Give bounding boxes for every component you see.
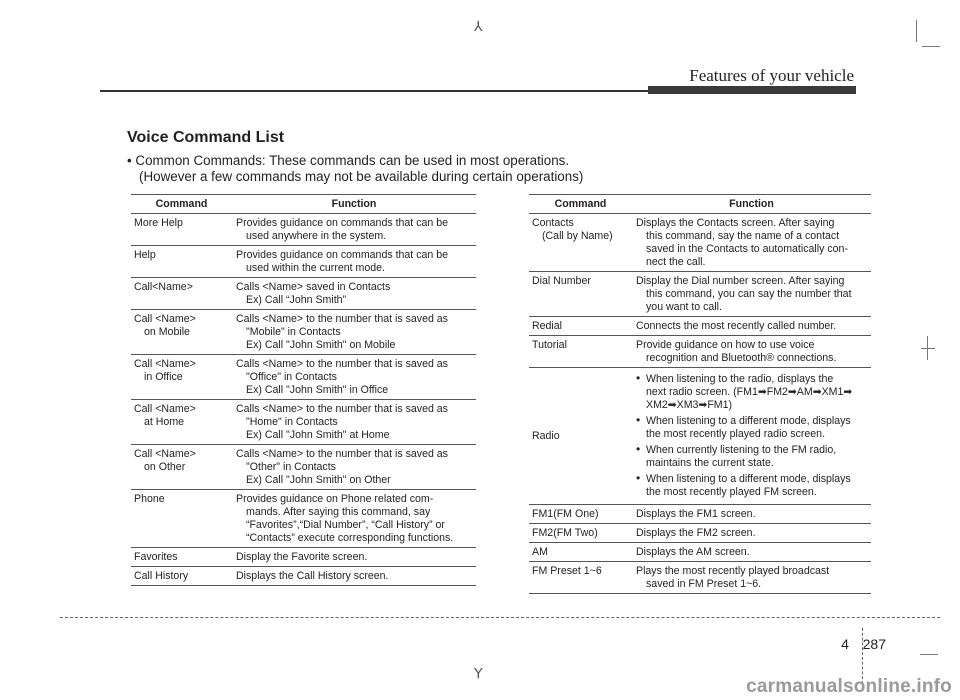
- table-row: [131, 490, 476, 548]
- command-text: on Mobile: [144, 326, 190, 338]
- function-cell: [632, 524, 871, 543]
- table-row: [131, 355, 476, 400]
- function-text: Provides guidance on commands that can be: [236, 249, 449, 261]
- command-cell: [131, 445, 232, 490]
- function-text: saved in the Contacts to automatically con-: [646, 243, 848, 255]
- command-text: More Help: [134, 217, 183, 229]
- command-text: Call <Name>: [134, 448, 196, 460]
- command-cell: [529, 505, 632, 524]
- command-cell: [131, 246, 232, 278]
- function-text: used anywhere in the system.: [246, 230, 387, 242]
- function-text: "Mobile" in Contacts: [246, 326, 341, 338]
- column-header-function: Function: [632, 195, 871, 214]
- bullet-text: the most recently played radio screen.: [646, 428, 826, 440]
- chapter-number: 4: [841, 636, 849, 652]
- command-table-right: [529, 194, 871, 594]
- function-text: Ex) Call “John Smith”: [246, 294, 347, 306]
- function-cell: [232, 246, 476, 278]
- bullet-item: [636, 415, 867, 441]
- table-row: [529, 505, 871, 524]
- function-text: this command, say the name of a contact: [646, 230, 840, 242]
- table-row: [529, 336, 871, 368]
- table-row: [529, 543, 871, 562]
- command-text: Contacts: [532, 217, 574, 229]
- function-text: Displays the FM2 screen.: [636, 527, 756, 539]
- table-row: [529, 272, 871, 317]
- table-row: [131, 400, 476, 445]
- command-text: Redial: [532, 320, 563, 332]
- function-text: "Other" in Contacts: [246, 461, 336, 473]
- function-cell: [632, 336, 871, 368]
- function-cell: [632, 272, 871, 317]
- intro-line-2: (However a few commands may not be available during certain operations): [139, 169, 584, 184]
- command-cell: [529, 214, 632, 272]
- command-table-right-body: [529, 214, 871, 594]
- table-row: [529, 562, 871, 594]
- function-cell: [632, 505, 871, 524]
- function-text: "Office" in Contacts: [246, 371, 337, 383]
- function-cell: [632, 368, 871, 505]
- bullet-text: the most recently played FM screen.: [646, 486, 817, 498]
- command-text: Favorites: [134, 551, 178, 563]
- bullet-text: next radio screen. (FM1➡FM2➡AM➡XM1➡: [646, 386, 853, 398]
- table-header-row: [529, 195, 871, 214]
- crop-mark-bottom-right-h: [920, 654, 938, 655]
- function-text: Plays the most recently played broadcast: [636, 565, 830, 577]
- bullet-text: maintains the current state.: [646, 457, 774, 469]
- command-cell: [131, 214, 232, 246]
- table-row: [131, 548, 476, 567]
- function-text: Displays the Contacts screen. After saying: [636, 217, 835, 229]
- function-text: Displays the AM screen.: [636, 546, 750, 558]
- function-text: Ex) Call "John Smith" on Mobile: [246, 339, 396, 351]
- function-cell: [232, 355, 476, 400]
- command-cell: [131, 310, 232, 355]
- function-text: Displays the Call History screen.: [236, 570, 389, 582]
- function-text: Calls <Name> to the number that is saved as: [236, 313, 448, 325]
- function-text: Calls <Name> to the number that is saved as: [236, 448, 448, 460]
- command-cell: [529, 317, 632, 336]
- table-row: [529, 214, 871, 272]
- function-cell: [232, 445, 476, 490]
- function-text: nect the call.: [646, 256, 706, 268]
- command-text: Dial Number: [532, 275, 591, 287]
- table-row: [131, 246, 476, 278]
- column-header-command: Command: [529, 195, 632, 214]
- command-cell: [529, 562, 632, 594]
- header-bar: [648, 86, 856, 94]
- page-header-title: Features of your vehicle: [689, 66, 854, 85]
- crop-mark-top-right-v: [916, 20, 917, 42]
- crop-mark-top-right-h: [922, 46, 940, 47]
- table-row: [131, 278, 476, 310]
- command-text: Help: [134, 249, 156, 261]
- function-text: Calls <Name> saved in Contacts: [236, 281, 391, 293]
- function-cell: [232, 490, 476, 548]
- function-text: Calls <Name> to the number that is saved as: [236, 358, 448, 370]
- function-cell: [232, 214, 476, 246]
- footer-dashed-rule: [60, 617, 940, 618]
- function-cell: [232, 548, 476, 567]
- command-text: AM: [532, 546, 548, 558]
- command-text: Phone: [134, 493, 165, 505]
- bullet-text: • When currently listening to the FM radio,: [646, 444, 837, 456]
- command-text: Call <Name>: [134, 358, 196, 370]
- command-table-left-body: [131, 214, 476, 586]
- command-text: in Office: [144, 371, 183, 383]
- column-header-command: Command: [131, 195, 232, 214]
- function-text: Ex) Call "John Smith" at Home: [246, 429, 390, 441]
- function-cell: [632, 543, 871, 562]
- table-row: [131, 445, 476, 490]
- function-text: Provide guidance on how to use voice: [636, 339, 815, 351]
- function-text: Provides guidance on commands that can be: [236, 217, 449, 229]
- command-table-left: [131, 194, 476, 586]
- command-cell: [131, 548, 232, 567]
- command-cell: [131, 355, 232, 400]
- function-text: mands. After saying this command, say: [246, 506, 431, 518]
- command-text: on Other: [144, 461, 186, 473]
- function-cell: [632, 214, 871, 272]
- bullet-item: [636, 373, 867, 412]
- bullet-text: • When listening to a different mode, displays: [646, 473, 851, 485]
- command-cell: [529, 272, 632, 317]
- function-text: Provides guidance on Phone related com-: [236, 493, 434, 505]
- function-text: Calls <Name> to the number that is saved as: [236, 403, 448, 415]
- table-header-row: [131, 195, 476, 214]
- bullet-text: XM2➡XM3➡FM1): [646, 399, 733, 411]
- function-text: "Home" in Contacts: [246, 416, 338, 428]
- function-text: Connects the most recently called number.: [636, 320, 837, 332]
- command-text: FM1(FM One): [532, 508, 599, 520]
- command-text: Call <Name>: [134, 313, 196, 325]
- command-cell: [529, 336, 632, 368]
- page-number: [841, 636, 886, 652]
- command-cell: [131, 278, 232, 310]
- function-cell: [632, 317, 871, 336]
- function-text: Ex) Call "John Smith" on Other: [246, 474, 391, 486]
- command-cell: [131, 567, 232, 586]
- table-row: [529, 524, 871, 543]
- column-header-function: Function: [232, 195, 476, 214]
- command-cell: [131, 490, 232, 548]
- table-row: [529, 368, 871, 505]
- crop-mark-right-h: [921, 348, 935, 349]
- command-text: FM2(FM Two): [532, 527, 598, 539]
- page-number-value: 287: [862, 636, 886, 652]
- function-text: “Favorites”,“Dial Number”, “Call History” or: [246, 519, 445, 531]
- intro-text: [127, 153, 583, 185]
- function-text: Ex) Call "John Smith" in Office: [246, 384, 389, 396]
- function-cell: [232, 567, 476, 586]
- table-row: [131, 214, 476, 246]
- function-cell: [232, 400, 476, 445]
- function-text: recognition and Bluetooth® connections.: [646, 352, 837, 364]
- function-text: this command, you can say the number that: [646, 288, 852, 300]
- function-cell: [632, 562, 871, 594]
- command-text: (Call by Name): [542, 230, 613, 242]
- function-text: you want to call.: [646, 301, 722, 313]
- function-text: Display the Favorite screen.: [236, 551, 368, 563]
- intro-line-1: • Common Commands: These commands can be used in most operations.: [127, 153, 570, 168]
- command-text: Call History: [134, 570, 189, 582]
- command-cell: [529, 543, 632, 562]
- crop-mark-top: ⅄: [474, 18, 483, 34]
- crop-mark-bottom: ⅄: [474, 665, 483, 681]
- table-row: [131, 567, 476, 586]
- command-text: Tutorial: [532, 339, 567, 351]
- bullet-item: [636, 444, 867, 470]
- section-title: Voice Command List: [127, 129, 285, 146]
- header-rule: [100, 90, 648, 92]
- table-row: [131, 310, 476, 355]
- bullet-text: • When listening to a different mode, displays: [646, 415, 851, 427]
- function-text: Display the Dial number screen. After saying: [636, 275, 845, 287]
- bullet-text: • When listening to the radio, displays the: [646, 373, 834, 385]
- command-text: at Home: [144, 416, 185, 428]
- function-text: “Contacts” execute corresponding functions.: [246, 532, 454, 544]
- command-cell: [529, 368, 632, 505]
- command-text: FM Preset 1~6: [532, 565, 602, 577]
- function-text: saved in FM Preset 1~6.: [646, 578, 762, 590]
- function-text: used within the current mode.: [246, 262, 385, 274]
- command-cell: [131, 400, 232, 445]
- watermark-text: carmanualsonline.info: [746, 676, 952, 697]
- function-cell: [232, 278, 476, 310]
- function-text: Displays the FM1 screen.: [636, 508, 756, 520]
- command-cell: [529, 524, 632, 543]
- table-row: [529, 317, 871, 336]
- command-text: Call<Name>: [134, 281, 193, 293]
- function-cell: [232, 310, 476, 355]
- command-text: Radio: [532, 430, 560, 442]
- bullet-item: [636, 473, 867, 499]
- command-text: Call <Name>: [134, 403, 196, 415]
